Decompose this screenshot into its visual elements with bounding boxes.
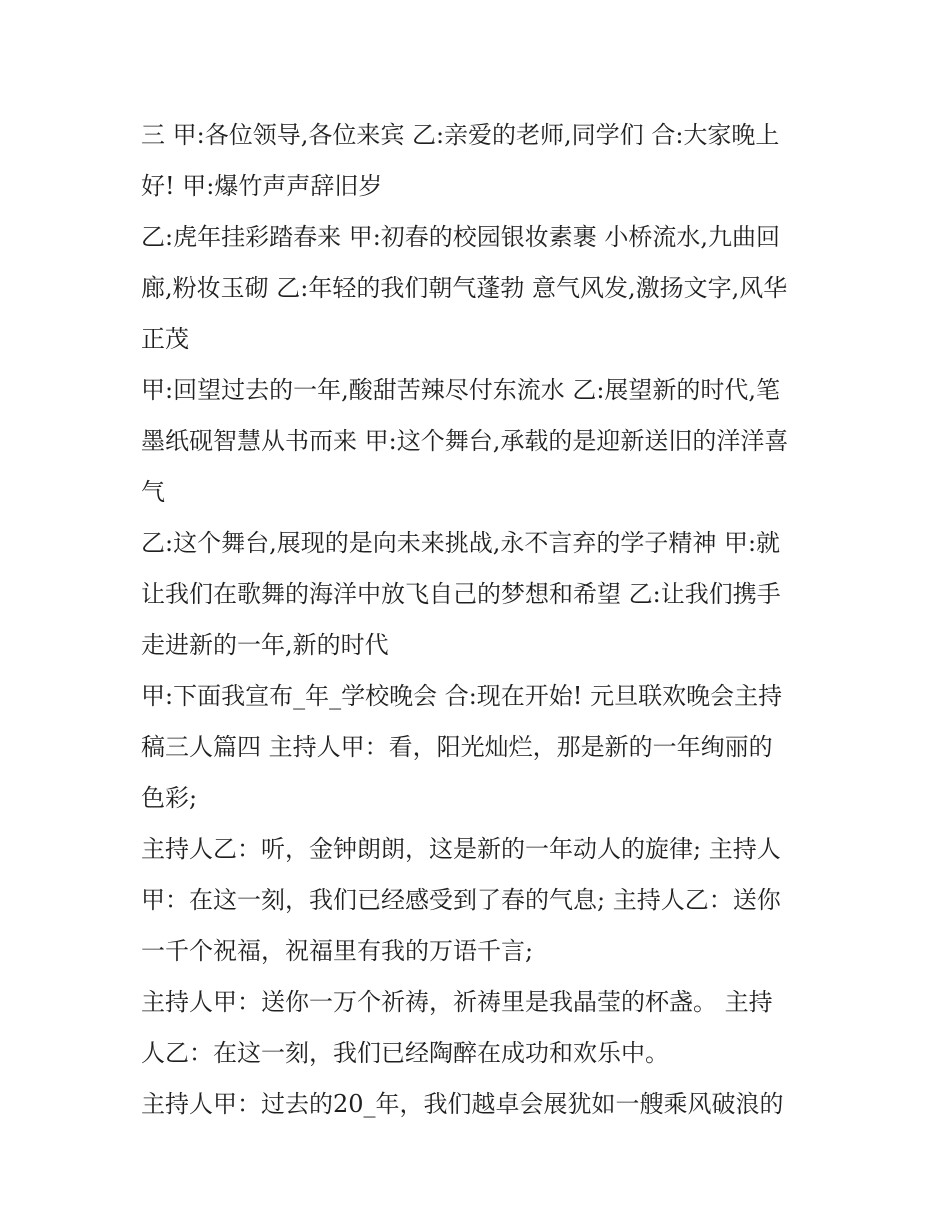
text-line-18: 主持人甲：送你一万个祈祷，祈祷里是我晶莹的杯盏。 主持 — [141, 988, 773, 1016]
text-line-4: 廊,粉妆玉砌 乙:年轻的我们朝气蓬勃 意气风发,激扬文字,风华 — [141, 274, 788, 302]
text-line-9: 乙:这个舞台,展现的是向未来挑战,永不言弃的学子精神 甲:就 — [141, 529, 781, 557]
text-line-6: 甲:回望过去的一年,酸甜苦辣尽付东流水 乙:展望新的时代,笔 — [141, 376, 781, 404]
text-line-12: 甲:下面我宣布_年_学校晚会 合:现在开始! 元旦联欢晚会主持 — [141, 682, 783, 710]
text-line-10: 让我们在歌舞的海洋中放飞自己的梦想和希望 乙:让我们携手 — [141, 580, 781, 608]
script-text-body — [141, 110, 821, 1130]
text-line-8: 气 — [141, 478, 165, 506]
text-line-19: 人乙：在这一刻，我们已经陶醉在成功和欢乐中。 — [141, 1039, 669, 1067]
text-line-5: 正茂 — [141, 325, 189, 353]
text-line-15: 主持人乙：听，金钟朗朗，这是新的一年动人的旋律; 主持人 — [141, 835, 781, 863]
text-line-11: 走进新的一年,新的时代 — [141, 631, 389, 659]
text-line-14: 色彩; — [141, 784, 198, 812]
text-line-13: 稿三人篇四 主持人甲：看，阳光灿烂，那是新的一年绚丽的 — [141, 733, 773, 761]
text-line-7: 墨纸砚智慧从书而来 甲:这个舞台,承载的是迎新送旧的洋洋喜 — [141, 427, 789, 455]
text-line-20: 主持人甲：过去的20_年，我们越卓会展犹如一艘乘风破浪的 — [141, 1090, 784, 1118]
text-line-3: 乙:虎年挂彩踏春来 甲:初春的校园银妆素裹 小桥流水,九曲回 — [141, 223, 781, 251]
text-line-16: 甲：在这一刻，我们已经感受到了春的气息; 主持人乙：送你 — [141, 886, 781, 914]
text-line-1: 三 甲:各位领导,各位来宾 乙:亲爱的老师,同学们 合:大家晚上 — [141, 121, 780, 149]
text-line-17: 一千个祝福，祝福里有我的万语千言; — [141, 937, 534, 965]
text-line-2: 好! 甲:爆竹声声辞旧岁 — [141, 172, 383, 200]
